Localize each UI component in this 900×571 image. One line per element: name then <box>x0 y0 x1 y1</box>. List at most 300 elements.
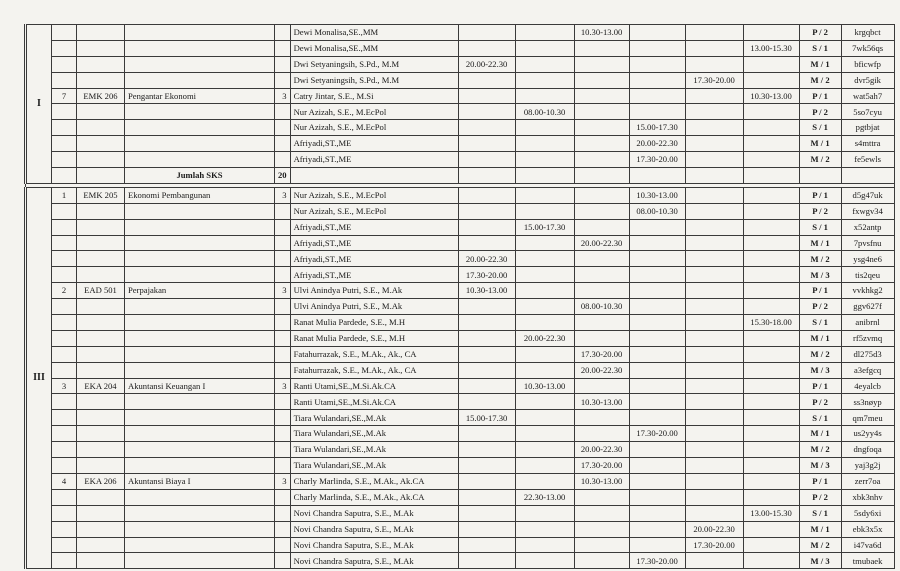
class-token: dvr5gik <box>841 72 894 88</box>
course-credits <box>275 521 291 537</box>
course-number <box>52 72 77 88</box>
course-name <box>125 458 275 474</box>
course-credits <box>275 330 291 346</box>
time-slot-day-3 <box>574 267 629 283</box>
course-number <box>52 505 77 521</box>
lecturer-name: Tiara Wulandari,SE.,M.Ak <box>290 442 458 458</box>
course-credits: 3 <box>275 473 291 489</box>
course-number <box>52 489 77 505</box>
course-number <box>52 537 77 553</box>
time-slot-day-2 <box>515 203 574 219</box>
time-slot-day-5 <box>685 40 743 56</box>
time-slot-day-3: 17.30-20.00 <box>574 458 629 474</box>
time-slot-day-6: 13.00-15.30 <box>743 505 799 521</box>
time-slot-day-6 <box>743 410 799 426</box>
time-slot-day-6 <box>743 219 799 235</box>
course-code <box>77 553 125 569</box>
course-credits <box>275 505 291 521</box>
course-number <box>52 40 77 56</box>
time-slot-day-3 <box>574 426 629 442</box>
class-token: 4eyalcb <box>841 378 894 394</box>
lecturer-name: Ulvi Anindya Putri, S.E., M.Ak <box>290 299 458 315</box>
class-group: M / 1 <box>799 330 841 346</box>
time-slot-day-5 <box>685 251 743 267</box>
blank-cell <box>685 168 743 184</box>
time-slot-day-3 <box>574 537 629 553</box>
table-row <box>26 473 895 489</box>
class-group: P / 2 <box>799 104 841 120</box>
table-row <box>26 40 895 56</box>
time-slot-day-3: 08.00-10.30 <box>574 299 629 315</box>
table-row <box>26 299 895 315</box>
time-slot-day-5 <box>685 56 743 72</box>
time-slot-day-3 <box>574 410 629 426</box>
lecturer-name: Afriyadi,ST.,ME <box>290 152 458 168</box>
table-row <box>26 72 895 88</box>
time-slot-day-6 <box>743 473 799 489</box>
class-group: M / 1 <box>799 426 841 442</box>
time-slot-day-2 <box>515 235 574 251</box>
time-slot-day-2 <box>515 187 574 203</box>
time-slot-day-3: 17.30-20.00 <box>574 346 629 362</box>
course-credits <box>275 104 291 120</box>
course-credits: 3 <box>275 88 291 104</box>
course-code <box>77 40 125 56</box>
time-slot-day-2 <box>515 473 574 489</box>
time-slot-day-6 <box>743 553 799 569</box>
time-slot-day-2 <box>515 283 574 299</box>
time-slot-day-4 <box>629 299 685 315</box>
class-token: yaj3g2j <box>841 458 894 474</box>
table-row <box>26 203 895 219</box>
time-slot-day-3 <box>574 521 629 537</box>
course-code <box>77 410 125 426</box>
course-code <box>77 152 125 168</box>
lecturer-name: Nur Azizah, S.E., M.EcPol <box>290 104 458 120</box>
time-slot-day-2 <box>515 40 574 56</box>
time-slot-day-2 <box>515 152 574 168</box>
time-slot-day-4 <box>629 378 685 394</box>
time-slot-day-1 <box>458 120 515 136</box>
class-token: x52antp <box>841 219 894 235</box>
time-slot-day-2 <box>515 251 574 267</box>
course-name <box>125 553 275 569</box>
class-token: ebk3x5x <box>841 521 894 537</box>
table-row <box>26 394 895 410</box>
time-slot-day-5 <box>685 235 743 251</box>
class-group: S / 1 <box>799 120 841 136</box>
class-group: M / 2 <box>799 537 841 553</box>
class-group: M / 1 <box>799 521 841 537</box>
time-slot-day-1: 20.00-22.30 <box>458 56 515 72</box>
class-group: M / 2 <box>799 152 841 168</box>
time-slot-day-6 <box>743 72 799 88</box>
table-row <box>26 362 895 378</box>
class-token: ysg4ne6 <box>841 251 894 267</box>
lecturer-name: Novi Chandra Saputra, S.E., M.Ak <box>290 537 458 553</box>
table-row <box>26 315 895 331</box>
course-credits <box>275 267 291 283</box>
class-token: dngfoqa <box>841 442 894 458</box>
course-code <box>77 394 125 410</box>
time-slot-day-3 <box>574 489 629 505</box>
time-slot-day-4 <box>629 251 685 267</box>
time-slot-day-6 <box>743 330 799 346</box>
time-slot-day-1: 20.00-22.30 <box>458 251 515 267</box>
time-slot-day-5 <box>685 410 743 426</box>
course-number <box>52 521 77 537</box>
course-name <box>125 40 275 56</box>
table-row <box>26 346 895 362</box>
course-code <box>77 537 125 553</box>
course-number: 7 <box>52 88 77 104</box>
class-token: s4mttra <box>841 136 894 152</box>
lecturer-name: Dewi Monalisa,SE.,MM <box>290 25 458 41</box>
time-slot-day-1 <box>458 40 515 56</box>
time-slot-day-2 <box>515 136 574 152</box>
course-name <box>125 251 275 267</box>
table-row <box>26 553 895 569</box>
course-code <box>77 203 125 219</box>
lecturer-name: Fatahurrazak, S.E., M.Ak., Ak., CA <box>290 346 458 362</box>
time-slot-day-2: 10.30-13.00 <box>515 378 574 394</box>
class-token: tmubaek <box>841 553 894 569</box>
time-slot-day-5 <box>685 489 743 505</box>
course-code <box>77 458 125 474</box>
time-slot-day-5 <box>685 362 743 378</box>
time-slot-day-1 <box>458 362 515 378</box>
time-slot-day-3 <box>574 315 629 331</box>
course-number <box>52 330 77 346</box>
table-row <box>26 251 895 267</box>
class-token: fe5ewls <box>841 152 894 168</box>
total-credits-row <box>26 168 895 184</box>
class-token: pgtbjat <box>841 120 894 136</box>
course-credits <box>275 315 291 331</box>
course-number <box>52 203 77 219</box>
table-row <box>26 489 895 505</box>
time-slot-day-5 <box>685 152 743 168</box>
time-slot-day-2: 22.30-13.00 <box>515 489 574 505</box>
table-row <box>26 410 895 426</box>
blank-cell <box>77 168 125 184</box>
time-slot-day-6: 10.30-13.00 <box>743 88 799 104</box>
course-code: EMK 206 <box>77 88 125 104</box>
time-slot-day-5 <box>685 203 743 219</box>
course-credits <box>275 136 291 152</box>
time-slot-day-1 <box>458 553 515 569</box>
time-slot-day-5: 17.30-20.00 <box>685 72 743 88</box>
time-slot-day-4 <box>629 104 685 120</box>
time-slot-day-6 <box>743 56 799 72</box>
course-credits <box>275 152 291 168</box>
lecturer-name: Nur Azizah, S.E., M.EcPol <box>290 187 458 203</box>
class-group: P / 1 <box>799 378 841 394</box>
time-slot-day-4 <box>629 410 685 426</box>
lecturer-name: Nur Azizah, S.E., M.EcPol <box>290 203 458 219</box>
time-slot-day-5 <box>685 315 743 331</box>
time-slot-day-4: 08.00-10.30 <box>629 203 685 219</box>
course-number <box>52 152 77 168</box>
course-number <box>52 299 77 315</box>
course-code <box>77 219 125 235</box>
course-name <box>125 120 275 136</box>
lecturer-name: Afriyadi,ST.,ME <box>290 235 458 251</box>
class-token: i47va6d <box>841 537 894 553</box>
time-slot-day-2 <box>515 25 574 41</box>
time-slot-day-1 <box>458 442 515 458</box>
class-group: P / 1 <box>799 473 841 489</box>
table-row <box>26 88 895 104</box>
total-credits-label: Jumlah SKS <box>125 168 275 184</box>
time-slot-day-4 <box>629 40 685 56</box>
time-slot-day-2 <box>515 458 574 474</box>
course-credits <box>275 251 291 267</box>
class-group: S / 1 <box>799 505 841 521</box>
time-slot-day-1 <box>458 346 515 362</box>
time-slot-day-3 <box>574 203 629 219</box>
lecturer-name: Dwi Setyaningsih, S.Pd., M.M <box>290 56 458 72</box>
class-group: M / 2 <box>799 346 841 362</box>
course-number <box>52 346 77 362</box>
time-slot-day-5 <box>685 378 743 394</box>
time-slot-day-3 <box>574 251 629 267</box>
course-number <box>52 267 77 283</box>
course-number <box>52 362 77 378</box>
table-row <box>26 25 895 41</box>
course-credits <box>275 299 291 315</box>
time-slot-day-6 <box>743 187 799 203</box>
course-name <box>125 299 275 315</box>
class-token: tis2qeu <box>841 267 894 283</box>
time-slot-day-5 <box>685 330 743 346</box>
time-slot-day-1 <box>458 489 515 505</box>
time-slot-day-2 <box>515 410 574 426</box>
time-slot-day-3 <box>574 378 629 394</box>
time-slot-day-5 <box>685 442 743 458</box>
lecturer-name: Novi Chandra Saputra, S.E., M.Ak <box>290 521 458 537</box>
time-slot-day-6 <box>743 394 799 410</box>
time-slot-day-2 <box>515 362 574 378</box>
class-token: krgqbct <box>841 25 894 41</box>
time-slot-day-3 <box>574 120 629 136</box>
time-slot-day-4 <box>629 442 685 458</box>
time-slot-day-6 <box>743 152 799 168</box>
course-credits <box>275 458 291 474</box>
time-slot-day-4: 17.30-20.00 <box>629 152 685 168</box>
lecturer-name: Charly Marlinda, S.E., M.Ak., Ak.CA <box>290 473 458 489</box>
lecturer-name: Tiara Wulandari,SE.,M.Ak <box>290 458 458 474</box>
course-name <box>125 315 275 331</box>
time-slot-day-4 <box>629 25 685 41</box>
course-credits <box>275 72 291 88</box>
time-slot-day-2 <box>515 394 574 410</box>
course-credits <box>275 40 291 56</box>
course-credits <box>275 489 291 505</box>
time-slot-day-4: 15.00-17.30 <box>629 120 685 136</box>
time-slot-day-4 <box>629 537 685 553</box>
course-code <box>77 442 125 458</box>
time-slot-day-6 <box>743 442 799 458</box>
lecturer-name: Ranti Utami,SE.,M.Si.Ak.CA <box>290 394 458 410</box>
class-group: M / 3 <box>799 553 841 569</box>
time-slot-day-6 <box>743 346 799 362</box>
course-code <box>77 521 125 537</box>
time-slot-day-6: 15.30-18.00 <box>743 315 799 331</box>
time-slot-day-4 <box>629 72 685 88</box>
course-credits <box>275 362 291 378</box>
class-token: bficwfp <box>841 56 894 72</box>
time-slot-day-2 <box>515 120 574 136</box>
time-slot-day-1 <box>458 378 515 394</box>
class-group: S / 1 <box>799 315 841 331</box>
course-name <box>125 104 275 120</box>
lecturer-name: Afriyadi,ST.,ME <box>290 251 458 267</box>
course-number: 1 <box>52 187 77 203</box>
class-token: rf5zvmq <box>841 330 894 346</box>
course-name <box>125 235 275 251</box>
course-name <box>125 56 275 72</box>
class-token: xbk3nhv <box>841 489 894 505</box>
time-slot-day-3 <box>574 88 629 104</box>
course-credits <box>275 553 291 569</box>
time-slot-day-3: 10.30-13.00 <box>574 473 629 489</box>
course-number <box>52 410 77 426</box>
time-slot-day-6 <box>743 299 799 315</box>
class-group: M / 3 <box>799 362 841 378</box>
course-code <box>77 346 125 362</box>
class-group: P / 2 <box>799 394 841 410</box>
course-number <box>52 458 77 474</box>
course-credits <box>275 235 291 251</box>
time-slot-day-2 <box>515 346 574 362</box>
class-group: M / 1 <box>799 235 841 251</box>
class-group: M / 3 <box>799 458 841 474</box>
time-slot-day-2 <box>515 315 574 331</box>
table-row <box>26 442 895 458</box>
blank-cell <box>458 168 515 184</box>
lecturer-name: Catry Jintar, S.E., M.Si <box>290 88 458 104</box>
course-code <box>77 235 125 251</box>
time-slot-day-2 <box>515 505 574 521</box>
time-slot-day-1 <box>458 104 515 120</box>
total-credits-value: 20 <box>275 168 291 184</box>
course-code <box>77 56 125 72</box>
course-name <box>125 346 275 362</box>
time-slot-day-1 <box>458 219 515 235</box>
course-code <box>77 104 125 120</box>
class-group: M / 1 <box>799 56 841 72</box>
time-slot-day-6 <box>743 537 799 553</box>
time-slot-day-3 <box>574 40 629 56</box>
course-name <box>125 410 275 426</box>
time-slot-day-3: 20.00-22.30 <box>574 235 629 251</box>
course-credits <box>275 442 291 458</box>
time-slot-day-4: 17.30-20.00 <box>629 426 685 442</box>
lecturer-name: Novi Chandra Saputra, S.E., M.Ak <box>290 505 458 521</box>
course-code <box>77 505 125 521</box>
time-slot-day-1 <box>458 505 515 521</box>
course-name <box>125 537 275 553</box>
time-slot-day-3 <box>574 152 629 168</box>
time-slot-day-4 <box>629 362 685 378</box>
course-code: EAD 501 <box>77 283 125 299</box>
time-slot-day-5 <box>685 104 743 120</box>
lecturer-name: Ulvi Anindya Putri, S.E., M.Ak <box>290 283 458 299</box>
class-token: a3efgcq <box>841 362 894 378</box>
time-slot-day-6 <box>743 235 799 251</box>
course-number <box>52 315 77 331</box>
course-code <box>77 362 125 378</box>
class-group: M / 2 <box>799 72 841 88</box>
time-slot-day-1 <box>458 521 515 537</box>
course-name <box>125 267 275 283</box>
time-slot-day-4 <box>629 458 685 474</box>
table-row <box>26 120 895 136</box>
time-slot-day-1: 15.00-17.30 <box>458 410 515 426</box>
time-slot-day-6 <box>743 267 799 283</box>
course-name <box>125 219 275 235</box>
time-slot-day-5 <box>685 219 743 235</box>
time-slot-day-1 <box>458 473 515 489</box>
time-slot-day-4 <box>629 235 685 251</box>
time-slot-day-3: 10.30-13.00 <box>574 394 629 410</box>
time-slot-day-2 <box>515 442 574 458</box>
lecturer-name: Ranat Mulia Pardede, S.E., M.H <box>290 315 458 331</box>
time-slot-day-2 <box>515 267 574 283</box>
blank-cell <box>799 168 841 184</box>
time-slot-day-2 <box>515 521 574 537</box>
time-slot-day-3 <box>574 505 629 521</box>
time-slot-day-5 <box>685 88 743 104</box>
lecturer-name: Dewi Monalisa,SE.,MM <box>290 40 458 56</box>
lecturer-name: Ranat Mulia Pardede, S.E., M.H <box>290 330 458 346</box>
class-token: ss3nøyp <box>841 394 894 410</box>
class-token: d5g47uk <box>841 187 894 203</box>
course-number <box>52 56 77 72</box>
course-credits <box>275 410 291 426</box>
class-token: fxwgv34 <box>841 203 894 219</box>
course-number <box>52 426 77 442</box>
blank-cell <box>52 168 77 184</box>
lecturer-name: Dwi Setyaningsih, S.Pd., M.M <box>290 72 458 88</box>
time-slot-day-6 <box>743 426 799 442</box>
time-slot-day-4 <box>629 283 685 299</box>
time-slot-day-4 <box>629 330 685 346</box>
course-code: EKA 206 <box>77 473 125 489</box>
class-token: wat5ah7 <box>841 88 894 104</box>
time-slot-day-5 <box>685 187 743 203</box>
time-slot-day-5 <box>685 25 743 41</box>
table-row <box>26 104 895 120</box>
course-code <box>77 426 125 442</box>
time-slot-day-1 <box>458 315 515 331</box>
time-slot-day-3 <box>574 330 629 346</box>
time-slot-day-5 <box>685 346 743 362</box>
time-slot-day-4 <box>629 489 685 505</box>
time-slot-day-1 <box>458 136 515 152</box>
course-credits: 3 <box>275 187 291 203</box>
time-slot-day-4: 17.30-20.00 <box>629 553 685 569</box>
time-slot-day-6 <box>743 120 799 136</box>
time-slot-day-4 <box>629 505 685 521</box>
course-code <box>77 299 125 315</box>
time-slot-day-5 <box>685 473 743 489</box>
time-slot-day-6 <box>743 251 799 267</box>
class-group: P / 2 <box>799 489 841 505</box>
time-slot-day-3 <box>574 72 629 88</box>
course-number <box>52 25 77 41</box>
